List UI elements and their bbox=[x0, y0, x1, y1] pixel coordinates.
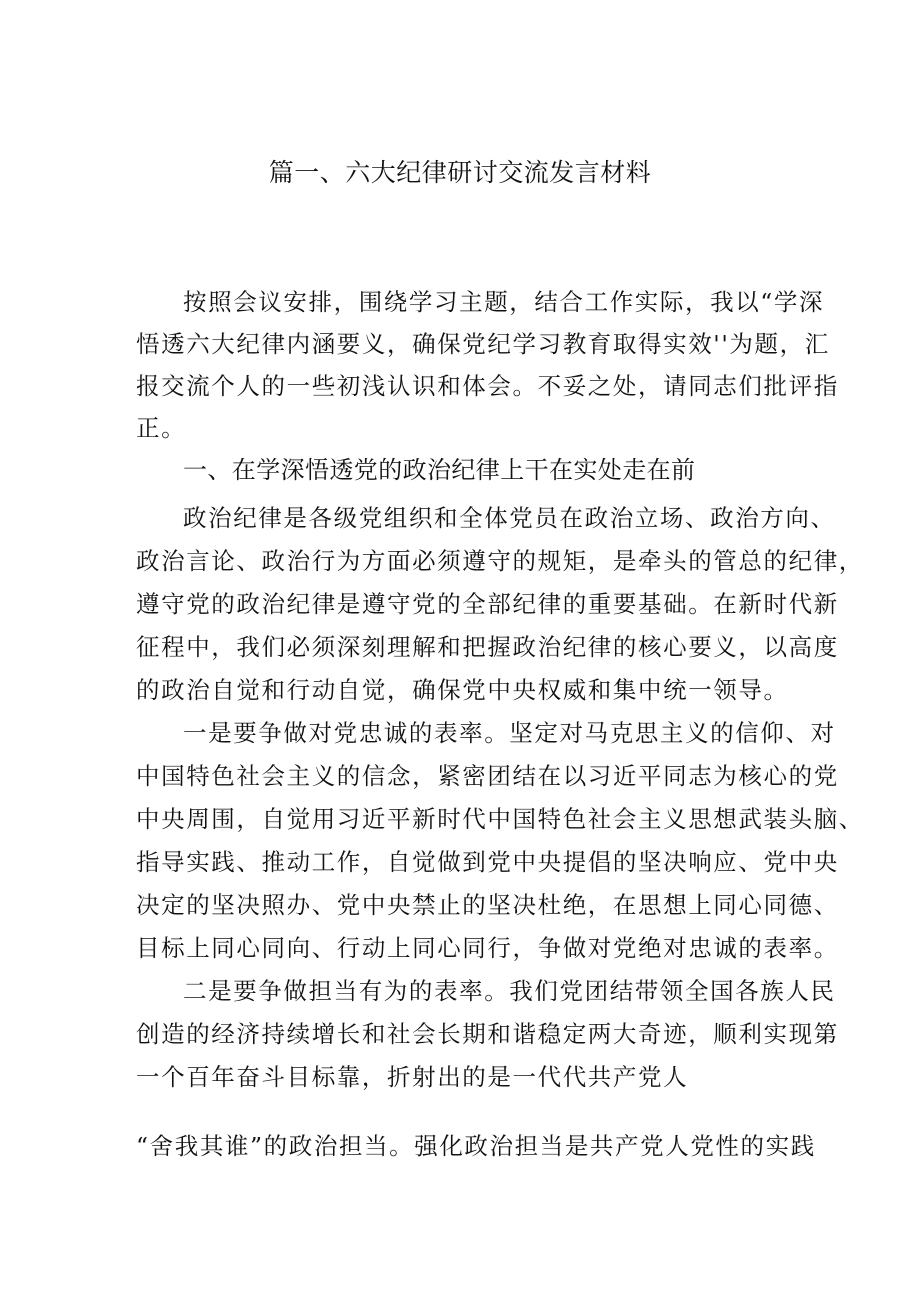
section1-para2-line-1: 一是要争做对党忠诚的表率。坚定对马克思主义的信仰、对 bbox=[183, 719, 836, 747]
section1-para2-line-3: 中央周围，自觉用习近平新时代中国特色社会主义思想武装头脑、 bbox=[136, 805, 864, 833]
section-heading: 一、在学深悟透党的政治纪律上干在实处走在前 bbox=[183, 456, 696, 484]
section1-para1-line-5: 的政治自觉和行动自觉，确保党中央权威和集中统一领导。 bbox=[136, 676, 789, 704]
section1-para3-line-3: 一个百年奋斗目标靠，折射出的是一代代共产党人 bbox=[136, 1063, 689, 1091]
section1-para3-line-2: 创造的经济持续增长和社会长期和谐稳定两大奇迹，顺利实现第 bbox=[136, 1020, 839, 1048]
intro-line-3: 报交流个人的一些初浅认识和体会。不妥之处，请同志们批评指 bbox=[136, 372, 839, 400]
document-title: 篇一、六大纪律研讨交流发言材料 bbox=[268, 158, 652, 187]
intro-line-1: 按照会议安排，围绕学习主题，结合工作实际，我以“学深 bbox=[183, 288, 825, 316]
section1-para1-line-3: 遵守党的政治纪律是遵守党的全部纪律的重要基础。在新时代新 bbox=[136, 590, 839, 618]
section1-para1-line-2: 政治言论、政治行为方面必须遵守的规矩，是牵头的管总的纪律， bbox=[136, 547, 864, 575]
section1-para2-line-5: 决定的坚决照办、党中央禁止的坚决杜绝，在思想上同心同德、 bbox=[136, 891, 839, 919]
section1-para1-line-1: 政治纪律是各级党组织和全体党员在政治立场、政治方向、 bbox=[183, 504, 836, 532]
section1-para2-line-6: 目标上同心同向、行动上同心同行，争做对党绝对忠诚的表率。 bbox=[136, 934, 839, 962]
section1-para2-line-2: 中国特色社会主义的信念，紧密团结在以习近平同志为核心的党 bbox=[136, 762, 839, 790]
intro-line-2: 悟透六大纪律内涵要义，确保党纪学习教育取得实效''为题，汇 bbox=[136, 330, 830, 358]
section1-para3-line-4: “舍我其谁”的政治担当。强化政治担当是共产党人党性的实践 bbox=[136, 1132, 816, 1160]
section1-para1-line-4: 征程中，我们必须深刻理解和把握政治纪律的核心要义，以高度 bbox=[136, 633, 839, 661]
section1-para2-line-4: 指导实践、推动工作，自觉做到党中央提倡的坚决响应、党中央 bbox=[136, 848, 839, 876]
section1-para3-line-1: 二是要争做担当有为的表率。我们党团结带领全国各族人民 bbox=[183, 977, 836, 1005]
intro-line-4: 正。 bbox=[136, 414, 187, 442]
